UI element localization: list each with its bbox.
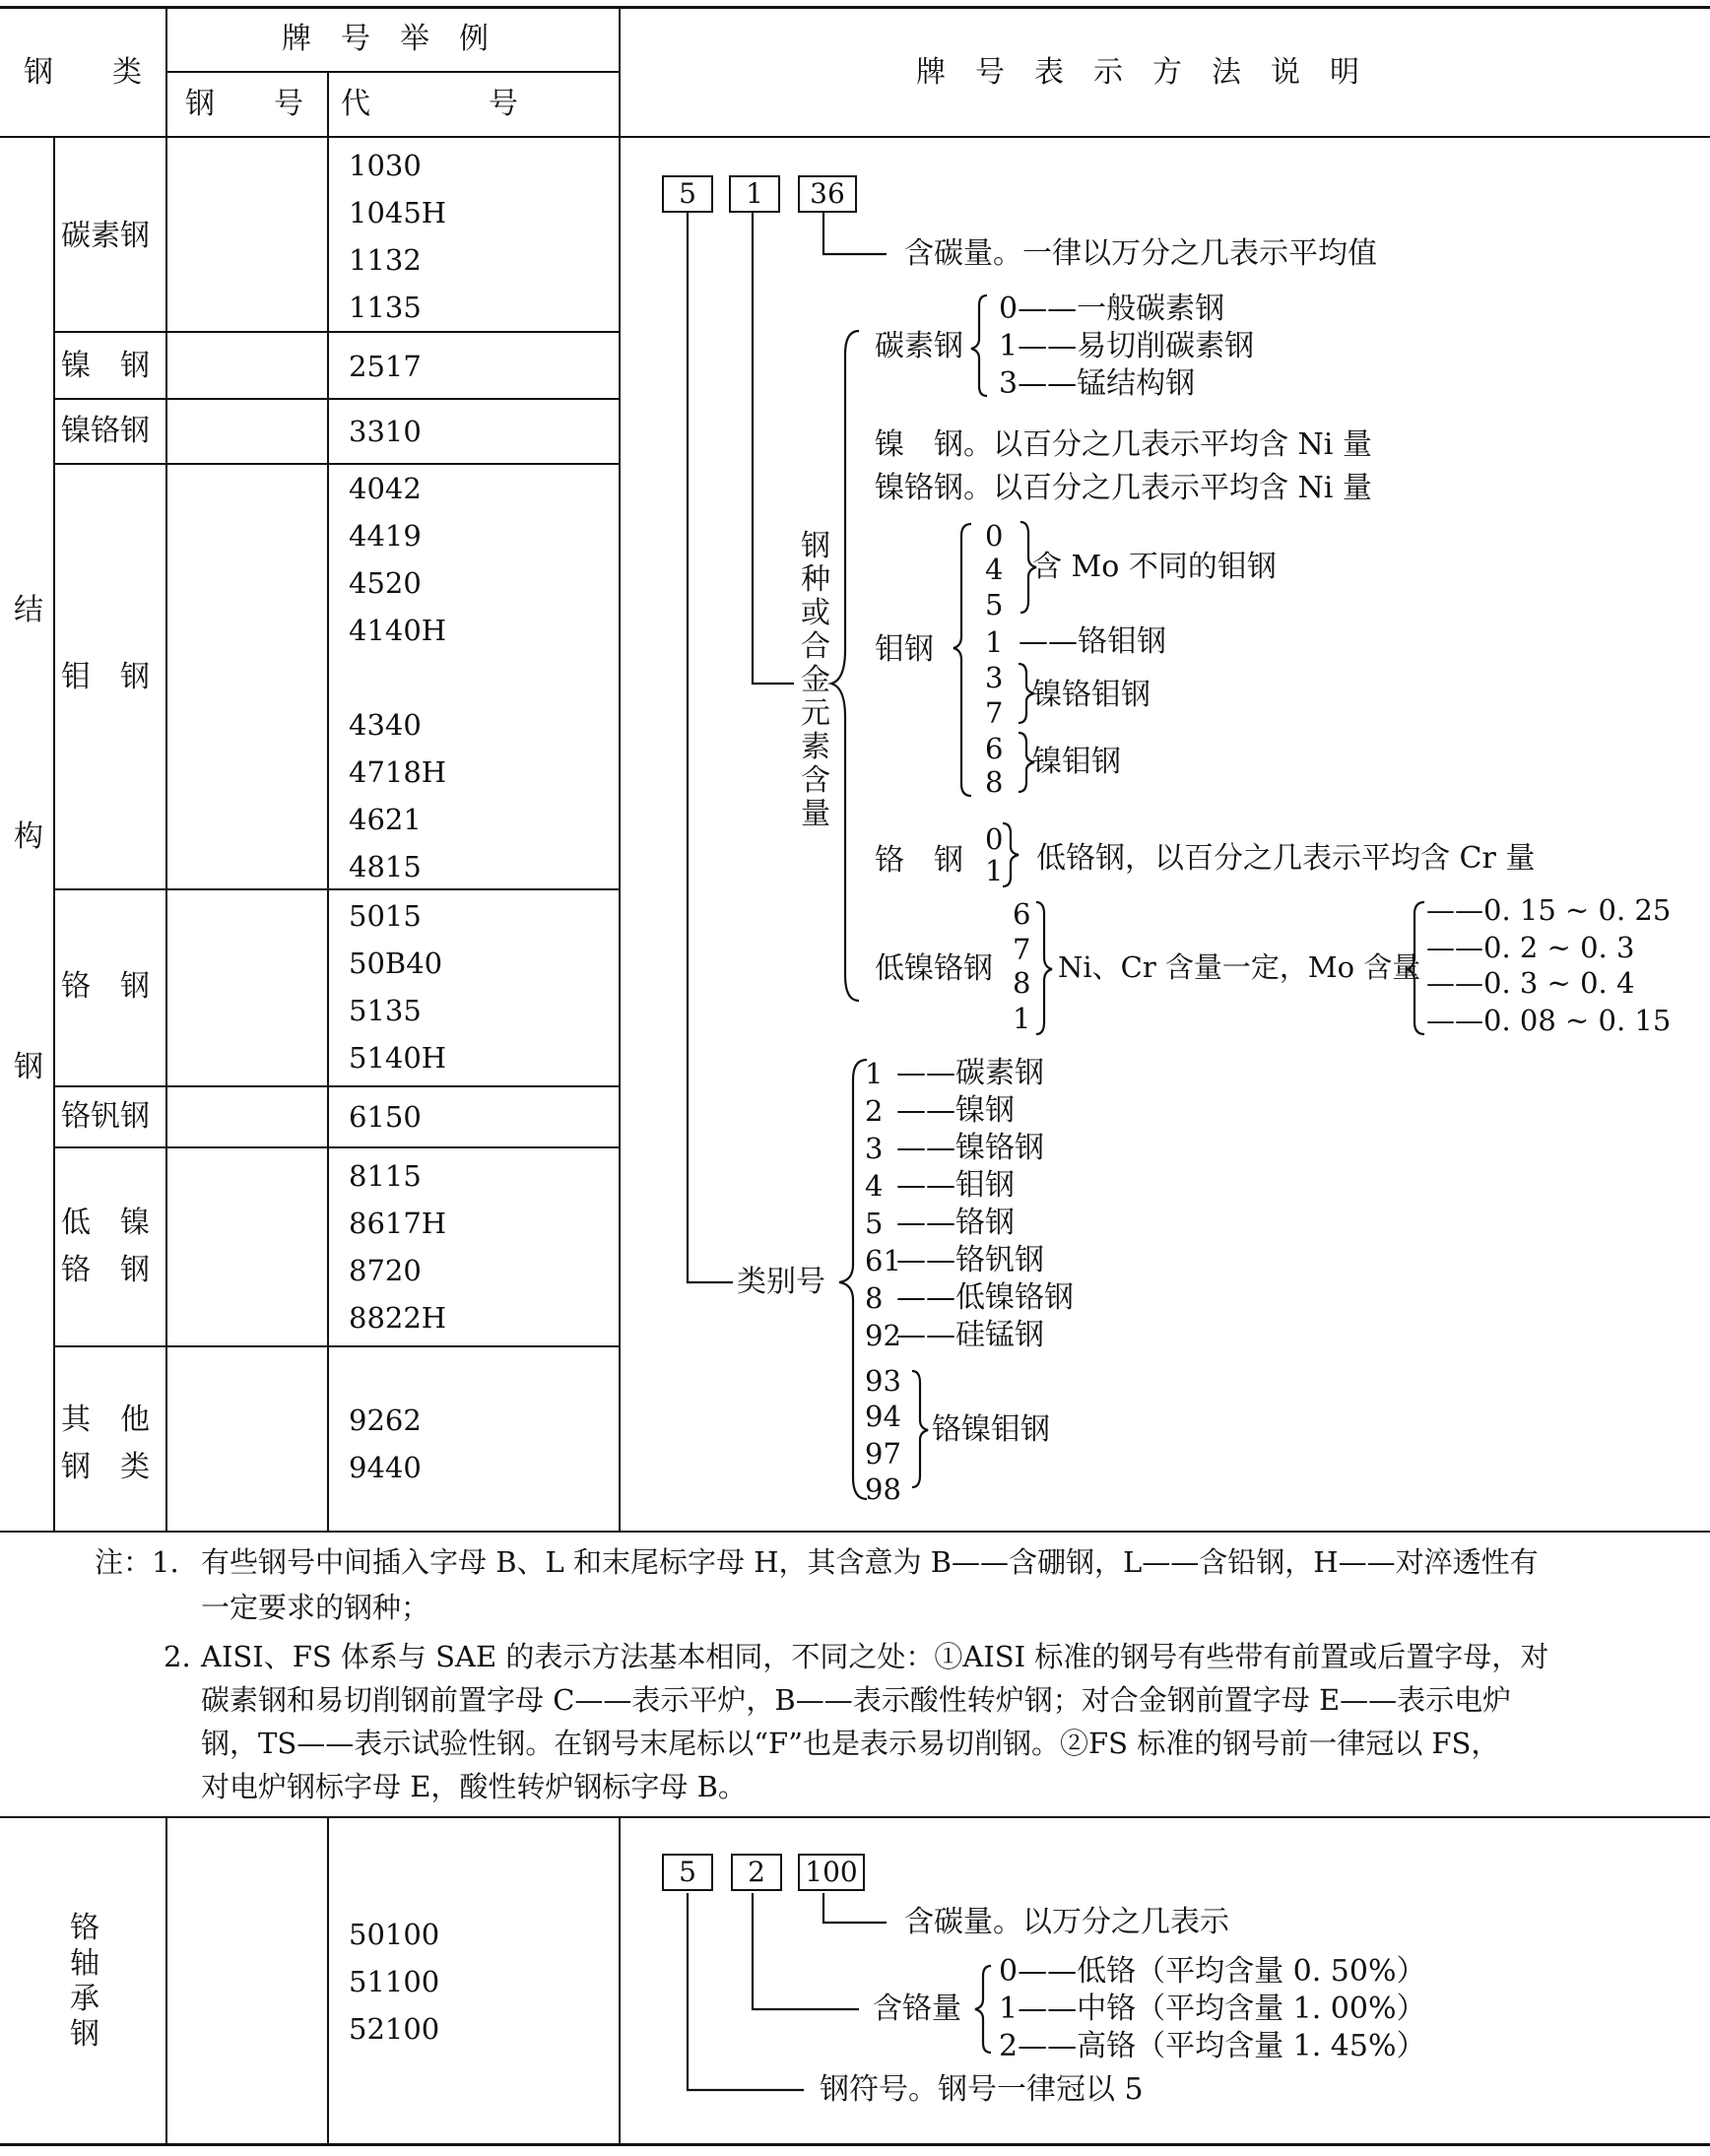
note-1-line: 一定要求的钢种； bbox=[201, 1591, 430, 1624]
bearing-code-box: 2 bbox=[731, 1854, 782, 1891]
code: 4718H bbox=[349, 755, 447, 789]
header-col-example: 牌 号 举 例 bbox=[282, 22, 489, 56]
bearing-label-char: 铬 bbox=[70, 1911, 99, 1945]
bearing-symbol-note: 钢符号。钢号一律冠以 5 bbox=[820, 2072, 1144, 2107]
code: 8115 bbox=[349, 1159, 422, 1193]
nicr-steel-desc: 镍铬钢。以百分之几表示平均含 Ni 量 bbox=[875, 471, 1372, 505]
mo-group-desc: 含 Mo 不同的钼钢 bbox=[1032, 550, 1277, 584]
row-name-mo: 钼 钢 bbox=[61, 660, 150, 694]
mo-digit: 6 bbox=[985, 732, 1004, 765]
row-name-carbon: 碳素钢 bbox=[61, 219, 150, 253]
row-name-lownicr: 低 镍 bbox=[61, 1206, 150, 1240]
code: 1135 bbox=[349, 291, 422, 324]
cr-digit: 1 bbox=[985, 854, 1004, 887]
class-name: ——钼钢 bbox=[896, 1168, 1015, 1203]
group-label-char: 结 bbox=[14, 593, 43, 627]
note-2-num: 2. bbox=[164, 1640, 191, 1673]
code: 4419 bbox=[349, 519, 422, 553]
bearing-code: 50100 bbox=[349, 1918, 440, 1951]
code: 5015 bbox=[349, 899, 422, 933]
class-name: ——铬钢 bbox=[896, 1206, 1015, 1240]
class-num: 5 bbox=[865, 1207, 884, 1240]
class-num: 3 bbox=[865, 1132, 884, 1165]
class-name: ——铬钒钢 bbox=[896, 1243, 1044, 1277]
class-number-label: 类别号 bbox=[737, 1265, 825, 1299]
code-digit-box: 5 bbox=[662, 175, 713, 213]
mo-digit: 1 bbox=[985, 625, 1004, 659]
header-col-desc: 牌 号 表 示 方 法 说 明 bbox=[916, 55, 1359, 90]
bearing-carbon-note: 含碳量。以万分之几表示 bbox=[904, 1905, 1229, 1939]
bearing-label-char: 轴 bbox=[70, 1946, 99, 1981]
header-col-steelno: 钢 号 bbox=[185, 87, 303, 121]
mo-range: ——0. 2 ~ 0. 3 bbox=[1426, 931, 1635, 964]
class-num: 61 bbox=[865, 1244, 901, 1277]
code: 8822H bbox=[349, 1301, 447, 1335]
row-name-nicr: 镍铬钢 bbox=[61, 414, 150, 448]
alloy-section-label: 钢种或合金元素含量 bbox=[801, 529, 830, 831]
code-digit-box: 1 bbox=[729, 175, 780, 213]
low-nicr-label: 低镍铬钢 bbox=[875, 951, 993, 986]
code: 9262 bbox=[349, 1404, 422, 1437]
code: 8720 bbox=[349, 1254, 422, 1287]
class-name: ——碳素钢 bbox=[896, 1056, 1044, 1090]
note-2-line: 对电炉钢标字母 E，酸性转炉钢标字母 B。 bbox=[201, 1770, 747, 1803]
carbon-content-note: 含碳量。一律以万分之几表示平均值 bbox=[904, 236, 1377, 271]
bearing-cr-item: 2——高铬（平均含量 1. 45%） bbox=[999, 2029, 1426, 2063]
group-label-char: 钢 bbox=[14, 1050, 43, 1084]
class-group-num: 97 bbox=[865, 1437, 901, 1470]
code: 5140H bbox=[349, 1041, 447, 1075]
code: 50B40 bbox=[349, 947, 443, 980]
code: 4140H bbox=[349, 614, 447, 647]
carbon-steel-item: 3——锰结构钢 bbox=[999, 366, 1196, 401]
cr-digit: 0 bbox=[985, 822, 1004, 856]
code: 4520 bbox=[349, 566, 422, 600]
class-group-name: 铬镍钼钢 bbox=[932, 1412, 1050, 1447]
bearing-label-char: 钢 bbox=[70, 2017, 99, 2052]
row-name-lownicr: 铬 钢 bbox=[61, 1253, 150, 1287]
code: 8617H bbox=[349, 1207, 447, 1240]
low-nicr-digit: 7 bbox=[1013, 933, 1031, 966]
bearing-code: 51100 bbox=[349, 1965, 440, 1998]
class-group-num: 98 bbox=[865, 1472, 901, 1506]
code: 9440 bbox=[349, 1451, 422, 1484]
header-col-code: 代 号 bbox=[341, 87, 518, 121]
mo-group-desc: 镍钼钢 bbox=[1032, 745, 1121, 779]
code: 1030 bbox=[349, 149, 422, 182]
ni-steel-desc: 镍 钢。以百分之几表示平均含 Ni 量 bbox=[875, 427, 1372, 462]
code: 5135 bbox=[349, 994, 422, 1027]
row-name-crv: 铬钒钢 bbox=[61, 1099, 150, 1134]
mo-digit: 0 bbox=[985, 519, 1004, 553]
bearing-cr-item: 1——中铬（平均含量 1. 00%） bbox=[999, 1992, 1426, 2026]
class-name: ——镍铬钢 bbox=[896, 1131, 1044, 1165]
code: 1132 bbox=[349, 243, 422, 277]
note-2-line: 碳素钢和易切削钢前置字母 C——表示平炉，B——表示酸性转炉钢；对合金钢前置字母 E——表示电炉 bbox=[201, 1683, 1512, 1717]
code: 4042 bbox=[349, 472, 422, 505]
class-num: 92 bbox=[865, 1319, 901, 1352]
note-2-line: 钢，TS——表示试验性钢。在钢号末尾标以“F”也是表示易切削钢。②FS 标准的钢号前一律冠以 FS， bbox=[201, 1727, 1500, 1760]
mo-digit: 4 bbox=[985, 553, 1004, 586]
row-name-other: 钢 类 bbox=[61, 1450, 150, 1484]
class-group-num: 93 bbox=[865, 1364, 901, 1398]
code: 3310 bbox=[349, 415, 422, 448]
code-digit-box: 36 bbox=[798, 175, 857, 213]
note-1-line: 有些钢号中间插入字母 B、L 和末尾标字母 H，其含意为 B——含硼钢，L——含铅钢，H——对淬透性有 bbox=[201, 1545, 1539, 1579]
cr-steel-label: 铬 钢 bbox=[875, 843, 963, 878]
class-num: 1 bbox=[865, 1057, 884, 1090]
note-2-line: AISI、FS 体系与 SAE 的表示方法基本相同，不同之处：①AISI 标准的钢号有些带有前置或后置字母，对 bbox=[201, 1640, 1549, 1673]
mo-digit: 8 bbox=[985, 765, 1004, 799]
code: 4621 bbox=[349, 803, 422, 836]
low-nicr-desc: Ni、Cr 含量一定，Mo 含量 bbox=[1058, 950, 1421, 984]
group-label-char: 构 bbox=[14, 819, 43, 854]
code: 6150 bbox=[349, 1100, 422, 1134]
bearing-code-box: 100 bbox=[798, 1854, 865, 1891]
carbon-steel-item: 1——易切削碳素钢 bbox=[999, 329, 1255, 363]
bearing-code-box: 5 bbox=[662, 1854, 713, 1891]
mo-digit: 5 bbox=[985, 588, 1004, 621]
class-num: 8 bbox=[865, 1281, 884, 1315]
cr-steel-desc: 低铬钢，以百分之几表示平均含 Cr 量 bbox=[1036, 841, 1536, 876]
bearing-cr-label: 含铬量 bbox=[873, 1992, 961, 2026]
mo-range: ——0. 08 ~ 0. 15 bbox=[1426, 1004, 1672, 1037]
bearing-class-label bbox=[67, 1911, 102, 2053]
row-name-other: 其 他 bbox=[61, 1403, 150, 1437]
mo-digit: 7 bbox=[985, 696, 1004, 730]
mo-range: ——0. 3 ~ 0. 4 bbox=[1426, 966, 1635, 1000]
mo-steel-label: 钼钢 bbox=[875, 632, 934, 667]
row-name-cr: 铬 钢 bbox=[61, 969, 150, 1004]
class-name: ——镍钢 bbox=[896, 1093, 1015, 1128]
low-nicr-digit: 6 bbox=[1013, 897, 1031, 931]
code: 4340 bbox=[349, 708, 422, 742]
class-num: 2 bbox=[865, 1094, 884, 1128]
low-nicr-digit: 8 bbox=[1013, 966, 1031, 1000]
class-name: ——硅锰钢 bbox=[896, 1318, 1044, 1352]
bearing-label-char: 承 bbox=[70, 1982, 99, 2016]
class-group-num: 94 bbox=[865, 1400, 901, 1433]
mo-group-desc: ——铬钼钢 bbox=[1019, 624, 1166, 659]
code: 2517 bbox=[349, 350, 422, 383]
bearing-code: 52100 bbox=[349, 2012, 440, 2046]
header-col-class: 钢 类 bbox=[24, 55, 142, 90]
carbon-steel-item: 0——一般碳素钢 bbox=[999, 292, 1225, 326]
row-name-ni: 镍 钢 bbox=[61, 349, 150, 383]
carbon-steel-label: 碳素钢 bbox=[875, 329, 963, 363]
mo-digit: 3 bbox=[985, 661, 1004, 694]
bearing-cr-item: 0——低铬（平均含量 0. 50%） bbox=[999, 1954, 1426, 1989]
low-nicr-digit: 1 bbox=[1013, 1002, 1031, 1035]
code: 4815 bbox=[349, 850, 422, 883]
mo-group-desc: 镍铬钼钢 bbox=[1032, 678, 1151, 712]
code: 1045H bbox=[349, 196, 447, 229]
mo-range: ——0. 15 ~ 0. 25 bbox=[1426, 893, 1672, 927]
class-name: ——低镍铬钢 bbox=[896, 1280, 1074, 1315]
note-lead: 注：1. bbox=[95, 1545, 179, 1579]
class-num: 4 bbox=[865, 1169, 884, 1203]
